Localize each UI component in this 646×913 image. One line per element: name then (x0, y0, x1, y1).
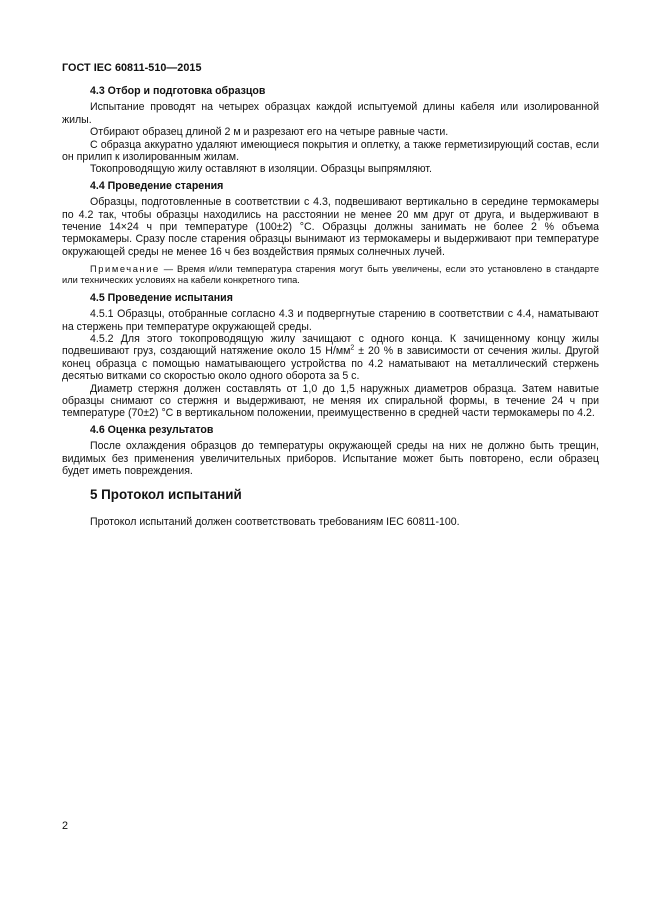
section-4-4-paragraph-1: Образцы, подготовленные в соответствии с 4.3, подвешивают вертикально в середине термокамеры по 4.2 так, чтобы образцы находились на расстоянии не менее 20 мм друг от друга, и выдерживают в течение 14×24 ч при температуре (100±2) °С. Образцы должны занимать не более 2 % объема термокамеры. Сразу после старения образцы вынимают из термокамеры и выдерживают при температуре окружающей среды не менее 16 ч без воздействия прямых солнечных лучей. (62, 196, 599, 258)
section-4-5-2-text-b: ± 20 % в зависимости от сечения жилы. Другой конец образца с помощью наматывающего устройства по 4.2 наматывают на металлический стержень десятью витками со скоростью около одного оборота за 5 с. (62, 345, 600, 383)
section-4-3-paragraph-2: Отбирают образец длиной 2 м и разрезают его на четыре равные части. (90, 126, 449, 139)
section-4-5-title: 4.5 Проведение испытания (90, 291, 233, 304)
note-label: Примечание (90, 264, 160, 275)
section-4-6-paragraph-1: После охлаждения образцов до температуры окружающей среды на них не должно быть трещин, видимых без применения увеличительных приборов. Испытание может быть повторено, если образец будет иметь повреждения. (62, 440, 599, 477)
section-4-5-2-paragraph (62, 333, 599, 383)
section-4-3-paragraph-4: Токопроводящую жилу оставляют в изоляции. Образцы выпрямляют. (90, 163, 432, 176)
section-4-3-paragraph-3: С образца аккуратно удаляют имеющиеся покрытия и оплетку, а также герметизирующий состав, если он прилип к изолированным жилам. (62, 138, 599, 164)
section-4-4-title: 4.4 Проведение старения (90, 179, 224, 192)
section-4-5-1-paragraph: 4.5.1 Образцы, отобранные согласно 4.3 и подвергнутые старению в соответствии с 4.4, наматывают на стержень при температуре окружающей среды. (62, 308, 599, 333)
section-4-5-3-paragraph: Диаметр стержня должен составлять от 1,0 до 1,5 наружных диаметров образца. Затем навитые образцы снимают со стержня и выдерживают, не меняя их спиральной формы, в течение 24 ч при температуре (70±2) °С в вертикальном положении, преимущественно в средней части термокамеры по 4.2. (62, 382, 599, 420)
standard-header: ГОСТ IEC 60811-510—2015 (62, 62, 202, 74)
section-4-3-paragraph-1: Испытание проводят на четырех образцах каждой испытуемой длины кабеля или изолированной жилы. (62, 101, 599, 126)
section-4-6-title: 4.6 Оценка результатов (90, 423, 214, 436)
page-number: 2 (62, 820, 69, 832)
section-4-3-title: 4.3 Отбор и подготовка образцов (90, 85, 266, 97)
squared-superscript: 2 (350, 344, 355, 352)
note (62, 264, 599, 286)
section-4-5-2-text-a: 4.5.2 Для этого токопроводящую жилу зачищают с одного конца. К зачищенному концу жилы подвешивают груз, создающий натяжение около 15 Н/мм (62, 332, 599, 358)
note-text: — Время и/или температура старения могут быть увеличены, если это установлено в стандарте или технических условиях на кабели конкретного типа. (62, 264, 599, 286)
section-5-paragraph-1: Протокол испытаний должен соответствовать требованиям IEC 60811-100. (90, 515, 460, 528)
section-5-title: 5 Протокол испытаний (90, 487, 242, 503)
document-body (62, 85, 599, 528)
